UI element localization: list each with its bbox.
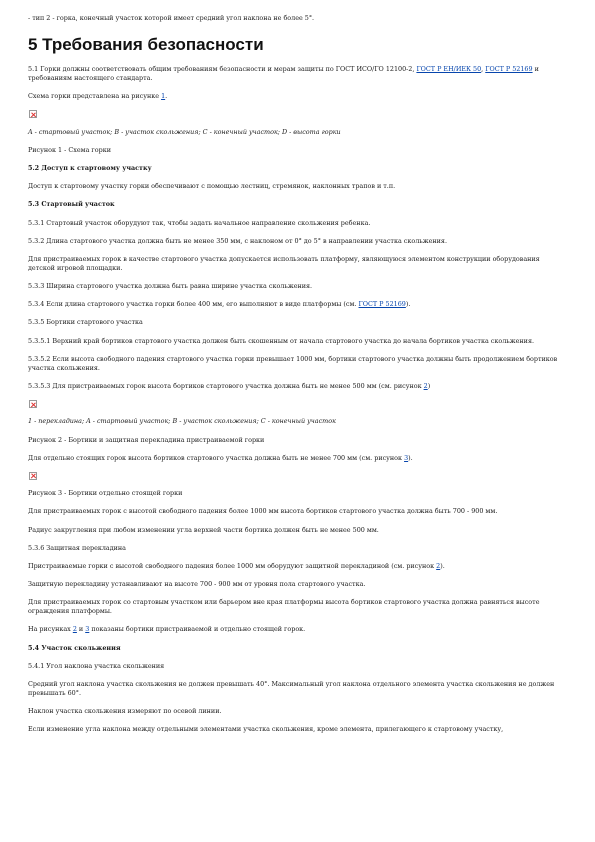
figure-1-legend: A - стартовый участок; B - участок скольжения; C - конечный участок; D - высота горки bbox=[28, 127, 341, 136]
figure-2-caption: Рисунок 2 - Бортики и защитная перекладина пристраиваемой горки bbox=[28, 435, 265, 444]
heading-5-3-6: 5.3.6 Защитная перекладина bbox=[28, 543, 126, 552]
section-title: 5 Требования безопасности bbox=[28, 35, 264, 54]
figure-2-legend: 1 - перекладина; A - стартовый участок; B - участок скольжения; C - конечный участок bbox=[28, 417, 336, 426]
paragraph-5-3-6-platform: Для пристраиваемых горок со стартовым участком или барьером вне края платформы высота бортиков стартового участка должна равняться высоте ограждения платформы. bbox=[28, 598, 540, 616]
link-gost-52169-b[interactable]: ГОСТ Р 52169 bbox=[358, 300, 406, 309]
paragraph-5-3-5-1: 5.3.5.1 Верхний край бортиков стартового участка должен быть скошенным от начала стартового участка до начала бортиков участка скольжения. bbox=[28, 336, 535, 345]
paragraph-5-3-5-3: 5.3.5.3 Для пристраиваемых горок высота бортиков стартового участка должна быть не менее 500 мм (см. рисунок 2) bbox=[28, 382, 431, 390]
paragraph-5-3-6: Пристраиваемые горки с высотой свободного падения более 1000 мм оборудуют защитной перекладиной (см. рисунок 2). bbox=[28, 561, 445, 570]
paragraph-5-3-6-height: Защитную перекладину устанавливают на высоте 700 - 900 мм от уровня пола стартового участка. bbox=[28, 580, 366, 589]
link-figure-3-b[interactable]: 3 bbox=[85, 625, 90, 634]
paragraph-5-3-2-note: Для пристраиваемых горок в качестве стартового участка допускается использовать платформу, являющуюся элементом конструкции оборудования детской игровой площадки. bbox=[28, 254, 540, 272]
link-figure-3[interactable]: 3 bbox=[404, 453, 409, 462]
link-figure-2-b[interactable]: 2 bbox=[436, 561, 441, 570]
broken-image-icon bbox=[29, 400, 37, 408]
heading-5-3: 5.3 Стартовый участок bbox=[28, 200, 115, 209]
broken-image-icon bbox=[29, 110, 37, 118]
paragraph-5-4-1: Средний угол наклона участка скольжения не должен превышать 40°. Максимальный угол наклона отдельного элемента участка скольжения не должен превышать 60°. bbox=[28, 680, 555, 697]
paragraph-5-2: Доступ к стартовому участку горки обеспечивают с помощью лестниц, стремянок, наклонных трапов и т.п. bbox=[28, 182, 396, 191]
paragraph-5-1: 5.1 Горки должны соответствовать общим требованиям безопасности и мерам защиты по ГОСТ ИСО/ГО 12100-2, ГОСТ Р ЕН/ИЕК 50, ГОСТ Р 52169 и требованиям настоящего стандарта. bbox=[28, 65, 539, 82]
figures-paragraph: На рисунках 2 и 3 показаны бортики пристраиваемой и отдельно стоящей горок. bbox=[28, 625, 306, 634]
paragraph-height-1000: Для пристраиваемых горок с высотой свободного падения более 1000 мм высота бортиков стартового участка должна быть 700 - 900 мм. bbox=[28, 507, 498, 516]
figure-3-caption: Рисунок 3 - Бортики отдельно стоящей горки bbox=[28, 489, 183, 498]
freestanding-paragraph: Для отдельно стоящих горок высота бортиков стартового участка должна быть не менее 700 мм (см. рисунок 3). bbox=[28, 453, 413, 462]
figure-1-caption: Рисунок 1 - Схема горки bbox=[28, 145, 111, 154]
heading-5-4-1: 5.4.1 Угол наклона участка скольжения bbox=[28, 661, 165, 670]
paragraph-5-3-5: 5.3.5 Бортики стартового участка bbox=[28, 318, 143, 327]
link-gost-52169[interactable]: ГОСТ Р 52169 bbox=[485, 65, 533, 73]
top-text: - тип 2 - горка, конечный участок которой имеет средний угол наклона не более 5°. bbox=[28, 14, 315, 22]
link-figure-1[interactable]: 1 bbox=[161, 92, 166, 101]
link-figure-2-c[interactable]: 2 bbox=[72, 625, 77, 634]
link-gost-en-iek[interactable]: ГОСТ Р ЕН/ИЕК 50 bbox=[416, 65, 482, 73]
link-figure-2[interactable]: 2 bbox=[423, 382, 428, 390]
paragraph-radius: Радиус закругления при любом изменении угла верхней части бортика должен быть не менее 500 мм. bbox=[28, 525, 379, 534]
paragraph-5-4-1-angle: Если изменение угла наклона между отдельными элементами участка скольжения, кроме элемента, прилегающего к стартовому участку, bbox=[28, 725, 504, 734]
paragraph-5-4-1-measure: Наклон участка скольжения измеряют по осевой линии. bbox=[28, 707, 222, 716]
paragraph-5-3-4: 5.3.4 Если длина стартового участка горки более 400 мм, его выполняют в виде платформы (см. ГОСТ Р 52169). bbox=[28, 300, 411, 309]
paragraph-5-3-3: 5.3.3 Ширина стартового участка должна быть равна ширине участка скольжения. bbox=[28, 282, 313, 291]
paragraph-5-3-5-2: 5.3.5.2 Если высота свободного падения стартового участка горки превышает 1000 мм, бортики стартового участка должны быть продолжением бортиков участка скольжения. bbox=[28, 354, 558, 372]
paragraph-5-3-2: 5.3.2 Длина стартового участка должна быть не менее 350 мм, с наклоном от 0° до 5° в направлении участка скольжения. bbox=[28, 236, 447, 245]
scheme-paragraph: Схема горки представлена на рисунке 1. bbox=[28, 92, 168, 101]
heading-5-4: 5.4 Участок скольжения bbox=[28, 643, 121, 652]
heading-5-2: 5.2 Доступ к стартовому участку bbox=[28, 163, 152, 172]
broken-image-icon bbox=[29, 472, 37, 480]
paragraph-5-3-1: 5.3.1 Стартовый участок оборудуют так, чтобы задать начальное направление скольжения ребенка. bbox=[28, 218, 371, 227]
